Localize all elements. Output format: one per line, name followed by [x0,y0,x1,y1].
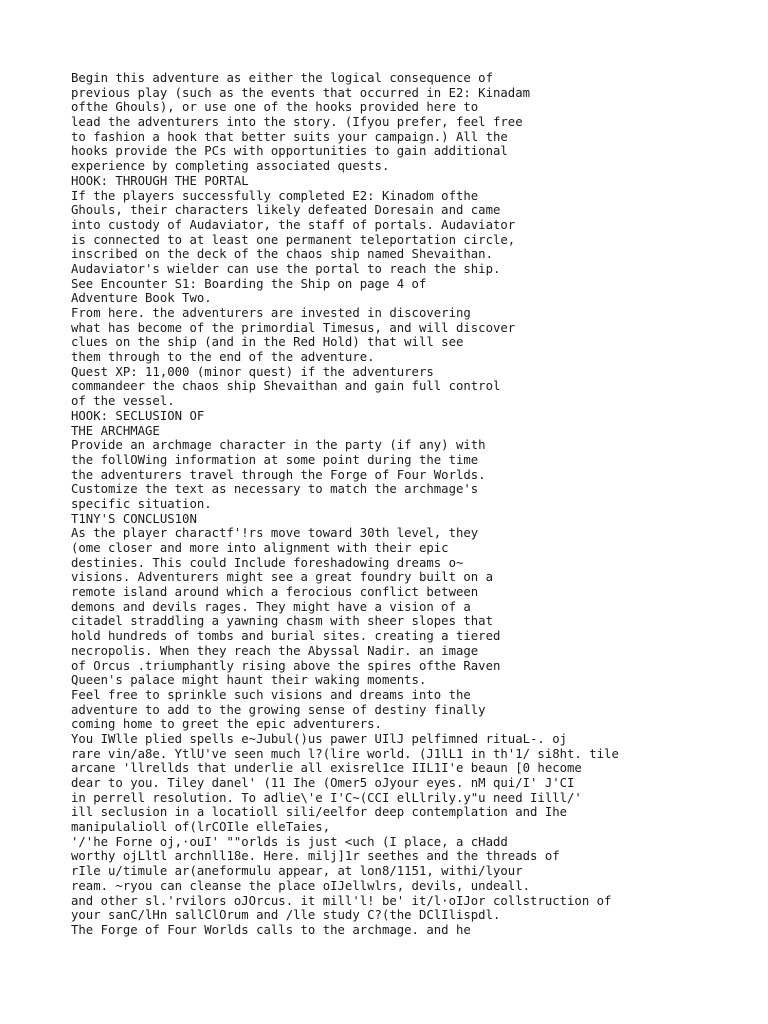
text-line: Feel free to sprinkle such visions and dreams into the [71,687,471,702]
section-heading: HOOK: SECLUSION OF [71,408,205,423]
text-line: and other sl.'rvilors oJOrcus. it mill'l! be' it/l·oIJor collstruction of [71,893,612,908]
text-line: From here. the adventurers are invested in discovering [71,306,471,320]
text-line: coming home to greet the epic adventurers. [71,717,382,732]
text-line: ofthe Ghouls), or use one of the hooks provided here to [71,100,479,115]
text-line: Adventure Book Two. [71,291,212,306]
text-line: rare vin/a8e. YtlU've seen much l?(lire world. (J1lL1 in th'1/ si8ht. tile [71,746,619,761]
text-line: Quest XP: 11,000 (minor quest) if the adventurers [71,364,434,379]
section-heading: THE ARCHMAGE [71,423,160,438]
text-line: into custody of Audaviator, the staff of portals. Audaviator [71,217,516,232]
section-heading: T1NY'S CONCLUS10N [71,511,197,526]
text-line: Begin this adventure as either the logical consequence of [71,71,493,85]
text-line: Customize the text as necessary to match the archmage's [71,482,479,497]
text-line: what has become of the primordial Timesus, and will discover [71,320,516,335]
text-line: specific situation. [71,496,212,511]
document-page [71,71,751,938]
text-line: See Encounter S1: Boarding the Ship on page 4 of [71,276,427,291]
text-line: Audaviator's wielder can use the portal to reach the ship. [71,261,501,276]
text-line: As the player charactf'!rs move toward 30th level, they [71,526,479,541]
text-line: If the players successfully completed E2: Kinadom ofthe [71,188,479,203]
text-line: of the vessel. [71,394,175,409]
text-line: adventure to add to the growing sense of destiny finally [71,702,486,717]
text-line: the adventurers travel through the Forge of Four Worlds. [71,467,486,482]
text-line: your sanC/lHn sallClOrum and /lle study C?(the DClIlispdl. [71,908,501,923]
text-line: clues on the ship (and in the Red Hold) that will see [71,335,464,350]
text-line: destinies. This could Include foreshadowing dreams o~ [71,555,464,570]
text-line: worthy ojLltl archnll18e. Here. milj]1r seethes and the threads of [71,849,560,864]
text-line: ill seclusion in a locatioll sili/eelfor deep contemplation and Ihe [71,805,568,820]
text-line: ream. ~ryou can cleanse the place oIJellwlrs, devils, undeall. [71,878,531,893]
text-line: is connected to at least one permanent teleportation circle, [71,232,516,247]
text-line: necropolis. When they reach the Abyssal Nadir. an image [71,643,479,658]
text-line: remote island around which a ferocious conflict between [71,585,479,600]
text-line: of Orcus .triumphantly rising above the spires ofthe Raven [71,658,501,673]
text-line: Provide an archmage character in the party (if any) with [71,438,486,453]
text-line: arcane 'llrellds that underlie all exisrel1ce IIL1I'e beaun [0 hecome [71,761,582,776]
text-line: the follOWing information at some point during the time [71,452,479,467]
text-line: lead the adventurers into the story. (Ifyou prefer, feel free [71,115,523,130]
text-line: hooks provide the PCs with opportunities to gain additional [71,144,508,159]
text-line: commandeer the chaos ship Shevaithan and gain full control [71,379,501,394]
text-line: manipulalioll of(lrCOIle elleTaies, [71,820,331,835]
text-line: '/'he Forne oj,·ouI' ""orlds is just <uch (I place, a cHadd [71,834,508,849]
text-line: rIle u/timule ar(aneformulu appear, at lon8/1151, withi/lyour [71,864,523,879]
text-line: dear to you. Tiley danel' (11 Ihe (Omer5 oJyour eyes. nM qui/I' J'CI [71,776,575,790]
text-line: previous play (such as the events that occurred in E2: Kinadam [71,85,531,100]
text-line: hold hundreds of tombs and burial sites. creating a tiered [71,629,501,644]
text-line: to fashion a hook that better suits your campaign.) All the [71,129,508,144]
text-line: The Forge of Four Worlds calls to the archmage. and he [71,922,471,937]
text-line: visions. Adventurers might see a great foundry built on a [71,570,493,585]
text-line: Ghouls, their characters likely defeated Doresain and came [71,203,501,218]
text-line: inscribed on the deck of the chaos ship named Shevaithan. [71,247,493,262]
text-line: them through to the end of the adventure. [71,350,375,365]
section-heading: HOOK: THROUGH THE PORTAL [71,173,249,188]
text-line: citadel straddling a yawning chasm with sheer slopes that [71,614,493,629]
text-line: in perrell resolution. To adlie\'e I'C~(CCI elLlrily.y"u need Iilll/' [71,790,582,805]
text-line: Queen's palace might haunt their waking moments. [71,673,427,688]
text-line: (ome closer and more into alignment with their epic [71,541,449,555]
text-line: You IWlle plied spells e~Jubul()us pawer UIlJ pelfimned rituaL-. oj [71,731,568,746]
text-line: experience by completing associated quests. [71,159,390,174]
text-line: demons and devils rages. They might have a vision of a [71,599,471,614]
